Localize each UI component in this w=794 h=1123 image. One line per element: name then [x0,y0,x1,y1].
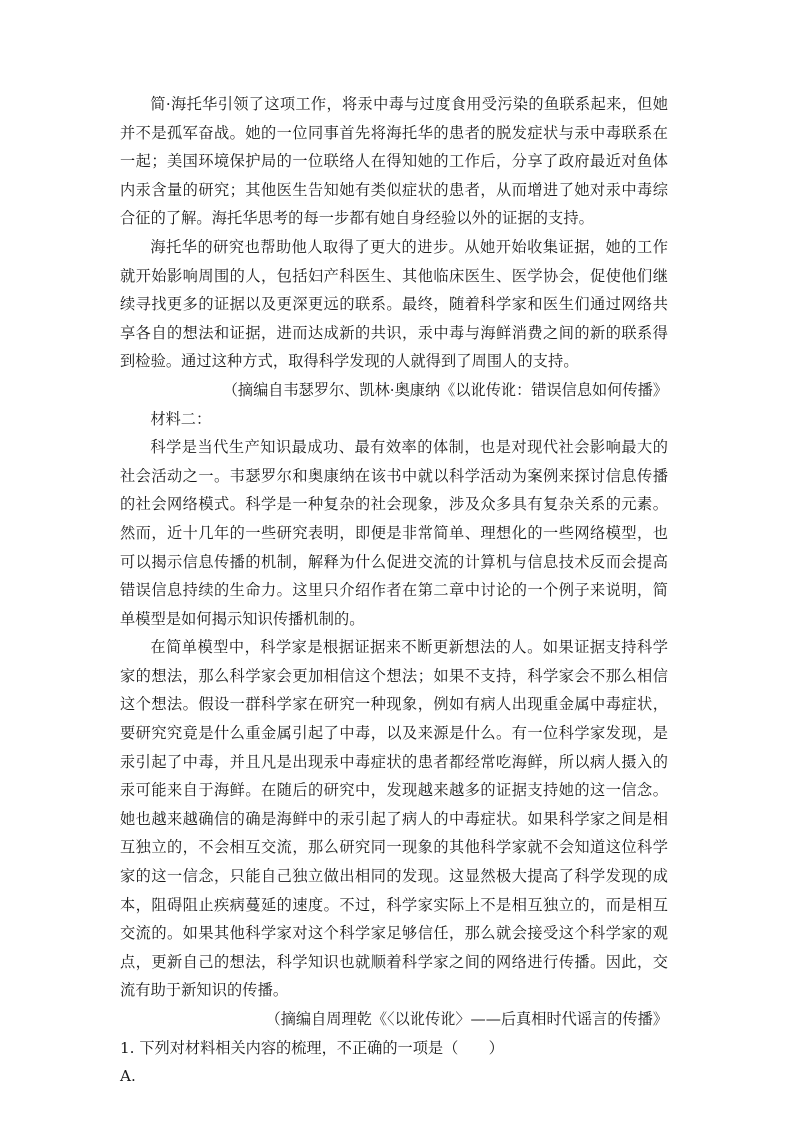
material-two-paragraph-1: 科学是当代生产知识最成功、最有效率的体制，也是对现代社会影响最大的社会活动之一。韦瑟罗尔和奥康纳在该书中就以科学活动为案例来探讨信息传播的社会网络模式。科学是一种复杂的社会现象，涉及众多具有复杂关系的元素。然而，近十几年的一些研究表明，即便是非常简单、理想化的一些网络模型，也可以揭示信息传播的机制，解释为什么促进交流的计算机与信息技术反而会提高错误信息持续的生命力。这里只介绍作者在第二章中讨论的一个例子来说明，简单模型是如何揭示知识传播机制的。 [120,438,668,628]
material-one-source: （摘编自韦瑟罗尔、凯林·奥康纳《以讹传讹：错误信息如何传播》 [222,380,668,399]
material-two-source: （摘编自周理乾《〈以讹传讹〉——后真相时代谣言的传播》 [265,1010,668,1028]
material-two-heading: 材料二： [150,409,212,428]
question-stem: 1. 下列对材料相关内容的梳理，不正确的一项是（ ） [120,1038,504,1057]
document-page [120,90,668,1091]
material-two-paragraph-2: 在简单模型中，科学家是根据证据来不断更新想法的人。如果证据支持科学家的想法，那么科学家会更加相信这个想法；如果不支持，科学家会不那么相信这个想法。假设一群科学家在研究一种现象，例如有病人出现重金属中毒症状，要研究究竟是什么重金属引起了中毒，以及来源是什么。有一位科学家发现，是汞引起了中毒，并且凡是出现汞中毒症状的患者都经常吃海鲜，所以病人摄入的汞可能来自于海鲜。在随后的研究中，发现越来越多的证据支持她的这一信念。她也越来越确信的确是海鲜中的汞引起了病人的中毒症状。如果科学家之间是相互独立的，不会相互交流，那么研究同一现象的其他科学家就不会知道这位科学家的这一信念，只能自己独立做出相同的发现。这显然极大提高了科学发现的成本，阻碍阻止疾病蔓延的速度。不过，科学家实际上不是相互独立的，而是相互交流的。如果其他科学家对这个科学家足够信任，那么就会接受这个科学家的观点，更新自己的想法，科学知识也就顺着科学家之间的网络进行传播。因此，交流有助于新知识的传播。 [120,638,668,1000]
material-one-paragraph-2: 海托华的研究也帮助他人取得了更大的进步。从她开始收集证据，她的工作就开始影响周围的人，包括妇产科医生、其他临床医生、医学协会，促使他们继续寻找更多的证据以及更深更远的联系。最终，随着科学家和医生们通过网络共享各自的想法和证据，进而达成新的共识，汞中毒与海鲜消费之间的新的联系得到检验。通过这种方式，取得科学发现的人就得到了周围人的支持。 [120,237,668,371]
option-a: A. [120,1067,136,1086]
material-one-paragraph-1: 简·海托华引领了这项工作，将汞中毒与过度食用受污染的鱼联系起来，但她并不是孤军奋战。她的一位同事首先将海托华的患者的脱发症状与汞中毒联系在一起；美国环境保护局的一位联络人在得知她的工作后，分享了政府最近对鱼体内汞含量的研究；其他医生告知她有类似症状的患者，从而增进了她对汞中毒综合征的了解。海托华思考的每一步都有她自身经验以外的证据的支持。 [120,95,668,228]
